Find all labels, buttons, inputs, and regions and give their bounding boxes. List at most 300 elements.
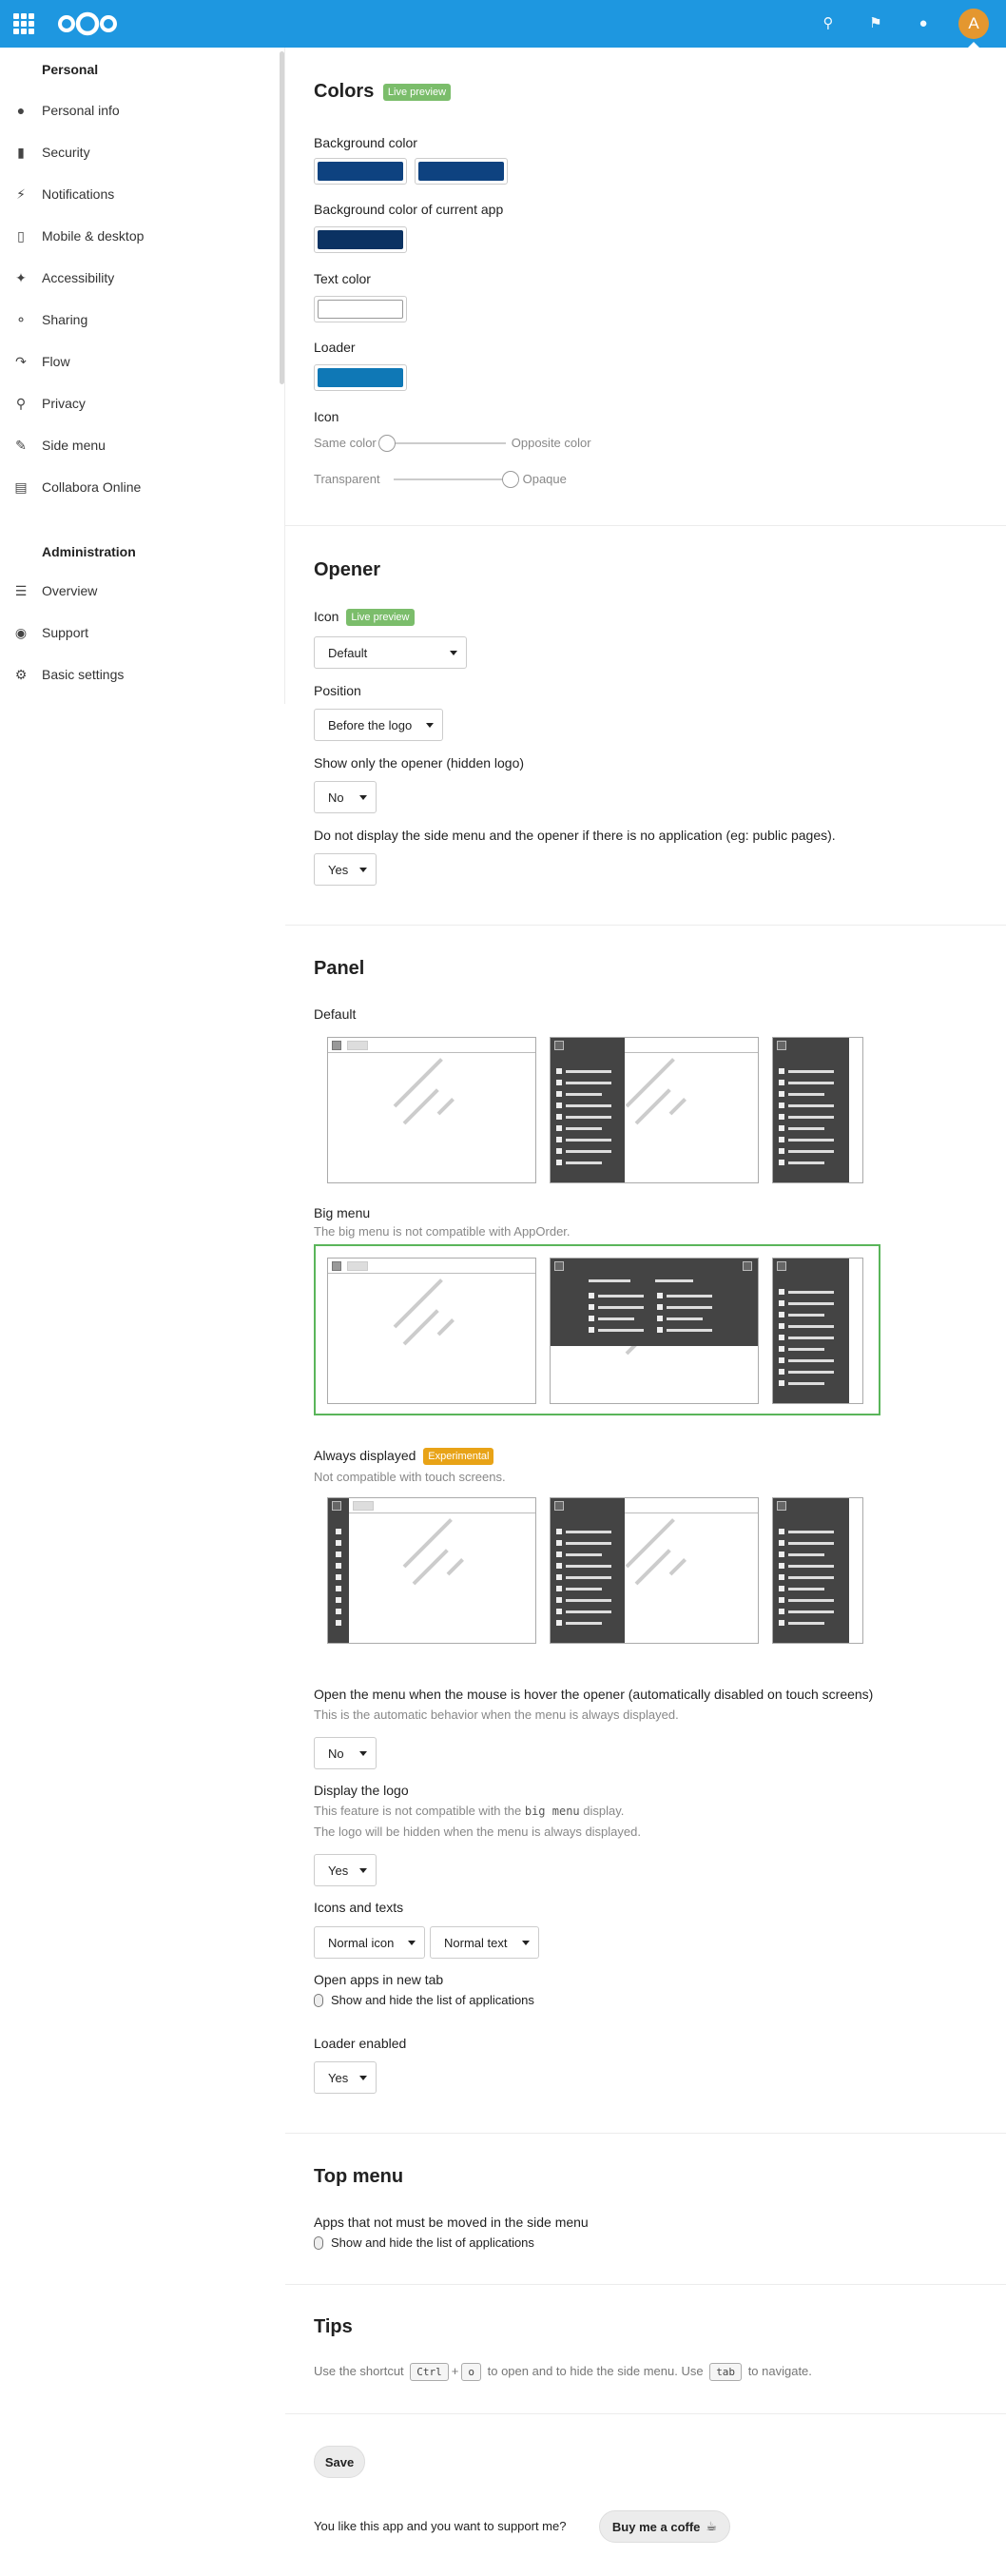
preview-list-line xyxy=(788,1161,824,1164)
opener-icon-label-text: Icon xyxy=(314,609,339,624)
preview-list-bullet xyxy=(556,1529,562,1534)
preview-list-line xyxy=(566,1588,602,1590)
preview-always-opened[interactable] xyxy=(550,1497,759,1644)
panel-title: Panel xyxy=(314,958,365,979)
preview-list-bullet xyxy=(556,1091,562,1097)
lock-icon: ▮ xyxy=(17,144,25,160)
preview-hatch xyxy=(437,1098,455,1115)
preview-big-narrow[interactable] xyxy=(772,1258,863,1404)
loader-color-swatch[interactable] xyxy=(314,364,407,391)
preview-list-bullet xyxy=(779,1160,784,1165)
show-only-opener-select[interactable] xyxy=(314,781,377,813)
top-menu-title: Top menu xyxy=(314,2166,404,2187)
preview-list-line xyxy=(566,1599,611,1602)
preview-list-bullet xyxy=(779,1369,784,1375)
preview-list-line xyxy=(566,1610,611,1613)
preview-list-bullet xyxy=(779,1574,784,1580)
preview-list-bullet xyxy=(589,1304,594,1310)
preview-list-line xyxy=(788,1553,824,1556)
preview-list-bullet xyxy=(779,1346,784,1352)
preview-opener-box xyxy=(777,1501,786,1511)
sidebar-item-side-menu[interactable] xyxy=(0,426,276,464)
preview-list-bullet xyxy=(336,1529,341,1534)
phone-icon: ▯ xyxy=(17,227,25,244)
personal-heading: Personal xyxy=(42,62,99,77)
preview-list-line xyxy=(788,1325,834,1328)
sidebar-item-security[interactable] xyxy=(0,133,276,171)
no-display-select[interactable] xyxy=(314,853,377,886)
buy-coffee-button[interactable] xyxy=(599,2510,730,2543)
sidebar-item-label: Basic settings xyxy=(42,667,125,682)
current-app-color-label: Background color of current app xyxy=(314,202,504,217)
preview-list-line xyxy=(788,1599,834,1602)
preview-list-line xyxy=(788,1359,834,1362)
icon-size-select[interactable] xyxy=(314,1926,425,1959)
top-menu-apps-toggle[interactable] xyxy=(314,2235,534,2250)
preview-list-bullet xyxy=(779,1148,784,1154)
sidebar-item-label: Side menu xyxy=(42,438,106,453)
preview-list-line xyxy=(788,1348,824,1351)
preview-list-bullet xyxy=(336,1540,341,1546)
text-size-select[interactable] xyxy=(430,1926,539,1959)
preview-narrow[interactable] xyxy=(772,1037,863,1183)
sidebar-item-label: Sharing xyxy=(42,312,88,327)
preview-list-bullet xyxy=(336,1574,341,1580)
preview-list-bullet xyxy=(779,1335,784,1340)
chevron-down-icon xyxy=(359,795,367,800)
preview-list-bullet xyxy=(779,1563,784,1569)
hover-value: No xyxy=(328,1746,344,1761)
preview-list-line xyxy=(566,1127,602,1130)
preview-list-bullet xyxy=(556,1103,562,1108)
preview-list-line xyxy=(788,1531,834,1533)
preview-opener-box xyxy=(554,1501,564,1511)
preview-hatch xyxy=(626,1518,675,1568)
no-display-value: Yes xyxy=(328,862,349,877)
preview-list-line xyxy=(566,1082,611,1084)
coffee-icon: ☕ xyxy=(706,2519,718,2533)
preview-list-line xyxy=(566,1553,602,1556)
sidebar-item-collabora-online[interactable] xyxy=(0,468,276,506)
opener-title: Opener xyxy=(314,559,381,580)
preview-list-bullet xyxy=(556,1148,562,1154)
top-header xyxy=(0,0,1006,48)
preview-list-bullet xyxy=(556,1609,562,1614)
preview-list-bullet xyxy=(556,1586,562,1591)
preview-list-line xyxy=(598,1295,644,1298)
preview-list-bullet xyxy=(779,1597,784,1603)
preview-list-line xyxy=(788,1302,834,1305)
preview-list-bullet xyxy=(779,1080,784,1085)
preview-list-line xyxy=(788,1542,834,1545)
save-button[interactable]: Save xyxy=(314,2446,365,2478)
display-logo-label: Display the logo xyxy=(314,1783,409,1798)
text-color-label: Text color xyxy=(314,271,371,286)
plus-sign: + xyxy=(451,2364,459,2378)
chevron-down-icon xyxy=(426,723,434,728)
preview-list-bullet xyxy=(336,1597,341,1603)
preview-list-bullet xyxy=(556,1540,562,1546)
hover-note: This is the automatic behavior when the menu is always displayed. xyxy=(314,1708,679,1722)
top-menu-apps-label: Apps that not must be moved in the side menu xyxy=(314,2215,589,2230)
position-select[interactable] xyxy=(314,709,443,741)
preview-big-opened[interactable] xyxy=(550,1258,759,1404)
opener-icon-select[interactable] xyxy=(314,636,467,669)
preview-list-bullet xyxy=(657,1304,663,1310)
preview-big-panel xyxy=(551,1259,759,1346)
preview-list-bullet xyxy=(779,1540,784,1546)
sidebar-scrollbar[interactable] xyxy=(280,51,284,384)
experimental-badge: Experimental xyxy=(423,1448,493,1465)
tips-text-part: Use the shortcut xyxy=(314,2364,404,2378)
logo-note-text: This feature is not compatible with the xyxy=(314,1804,522,1818)
preview-always-narrow[interactable] xyxy=(772,1497,863,1644)
chevron-down-icon xyxy=(408,1941,416,1945)
key-icon: ⚲ xyxy=(15,395,27,411)
always-displayed-note: Not compatible with touch screens. xyxy=(314,1470,506,1484)
preview-always-collapsed[interactable] xyxy=(327,1497,536,1644)
preview-list-line xyxy=(788,1565,834,1568)
logo-note-text: display. xyxy=(583,1804,625,1818)
show-only-opener-value: No xyxy=(328,790,344,805)
preview-opener-box xyxy=(332,1261,341,1271)
preview-list-bullet xyxy=(336,1586,341,1591)
icon-color-slider[interactable] xyxy=(382,442,506,444)
mouse-icon xyxy=(314,2236,323,2250)
preview-list-line xyxy=(788,1610,834,1613)
text-color-swatch[interactable] xyxy=(314,296,407,322)
preview-list-line xyxy=(566,1150,611,1153)
tips-text xyxy=(314,2363,812,2381)
preview-list-line xyxy=(566,1104,611,1107)
preview-list-bullet xyxy=(779,1125,784,1131)
preview-opener-box xyxy=(554,1041,564,1050)
preview-list-bullet xyxy=(779,1357,784,1363)
loader-enabled-select[interactable] xyxy=(314,2061,377,2094)
nextcloud-logo[interactable] xyxy=(57,11,118,36)
preview-list-bullet xyxy=(779,1323,784,1329)
sidebar-item-notifications[interactable] xyxy=(0,175,276,213)
app-menu-icon[interactable] xyxy=(13,13,34,34)
current-app-color-swatch[interactable] xyxy=(314,226,407,253)
preview-list-bullet xyxy=(556,1574,562,1580)
chevron-down-icon xyxy=(359,868,367,872)
preview-list-bullet xyxy=(779,1609,784,1614)
preview-hatch xyxy=(447,1558,464,1575)
sidebar-item-support[interactable] xyxy=(0,614,276,652)
big-menu-note: The big menu is not compatible with AppOrder. xyxy=(314,1224,571,1239)
preview-list-bullet xyxy=(589,1293,594,1298)
display-logo-note xyxy=(314,1804,624,1818)
sidebar-item-privacy[interactable] xyxy=(0,384,276,422)
sidebar-item-flow[interactable] xyxy=(0,342,276,381)
preview-list-line xyxy=(788,1139,834,1142)
preview-list-line xyxy=(598,1317,634,1320)
top-menu-apps-toggle-text: Show and hide the list of applications xyxy=(331,2235,534,2250)
sidebar-item-accessibility[interactable] xyxy=(0,259,276,297)
preview-list-bullet xyxy=(556,1137,562,1142)
bolt-icon: ⚡ xyxy=(16,185,26,202)
loader-color-label: Loader xyxy=(314,340,356,355)
slider-thumb[interactable] xyxy=(378,435,396,452)
preview-list-line xyxy=(788,1291,834,1294)
support-text: You like this app and you want to support me? xyxy=(314,2519,567,2533)
show-only-opener-label: Show only the opener (hidden logo) xyxy=(314,755,525,771)
same-color-label: Same color xyxy=(314,436,377,450)
preview-opener-box xyxy=(554,1261,564,1271)
divider xyxy=(285,2284,1006,2285)
preview-list-line xyxy=(566,1565,611,1568)
sidebar-item-label: Security xyxy=(42,145,90,160)
preview-tab xyxy=(353,1501,374,1511)
preview-list-line xyxy=(667,1317,703,1320)
share-icon: ⚬ xyxy=(15,311,27,327)
preview-list-bullet xyxy=(779,1551,784,1557)
preview-list-bullet xyxy=(336,1609,341,1614)
tips-text-part: to navigate. xyxy=(747,2364,812,2378)
icon-opacity-slider[interactable] xyxy=(394,478,517,480)
preview-list-bullet xyxy=(556,1551,562,1557)
preview-list-bullet xyxy=(779,1289,784,1295)
no-display-label: Do not display the side menu and the opener if there is no application (eg: public pages). xyxy=(314,828,836,843)
preview-list-line xyxy=(788,1622,824,1625)
mouse-icon xyxy=(314,1994,323,2007)
preview-list-bullet xyxy=(589,1316,594,1321)
settings-sidebar xyxy=(0,48,285,704)
sidebar-item-label: Personal info xyxy=(42,103,120,118)
preview-list-line xyxy=(566,1116,611,1119)
live-preview-badge: Live preview xyxy=(346,609,414,626)
sidebar-item-sharing[interactable] xyxy=(0,301,276,339)
preview-list-bullet xyxy=(336,1563,341,1569)
preview-list-bullet xyxy=(779,1137,784,1142)
live-preview-badge: Live preview xyxy=(383,84,451,101)
preview-heading xyxy=(655,1279,693,1282)
preview-list-line xyxy=(598,1306,644,1309)
colors-title xyxy=(314,81,451,103)
preview-list-bullet xyxy=(556,1563,562,1569)
preview-hatch xyxy=(669,1098,687,1115)
menu-caret xyxy=(967,42,980,49)
divider xyxy=(285,2413,1006,2414)
display-logo-value: Yes xyxy=(328,1863,349,1878)
new-tab-toggle[interactable] xyxy=(314,1993,534,2007)
preview-tab xyxy=(347,1041,368,1050)
sidebar-item-label: Flow xyxy=(42,354,70,369)
logo-note-code: big menu xyxy=(524,1805,580,1818)
opaque-label: Opaque xyxy=(522,472,567,486)
tips-text-part: to open and to hide the side menu. Use xyxy=(487,2364,704,2378)
search-icon[interactable]: ⚲ xyxy=(822,15,834,31)
ctrl-key: Ctrl xyxy=(410,2363,449,2381)
user-icon: ● xyxy=(16,103,26,118)
preview-hatch xyxy=(437,1318,455,1336)
preview-list-bullet xyxy=(556,1068,562,1074)
preview-list-line xyxy=(788,1127,824,1130)
chat-icon: ◉ xyxy=(14,624,28,640)
preview-list-line xyxy=(566,1622,602,1625)
display-logo-note-2: The logo will be hidden when the menu is always displayed. xyxy=(314,1825,641,1839)
icon-color-slider-row xyxy=(314,436,591,450)
buy-coffee-label: Buy me a coffe xyxy=(611,2519,701,2534)
chevron-down-icon xyxy=(450,651,457,655)
preview-opener-box xyxy=(777,1041,786,1050)
list-icon: ☰ xyxy=(14,582,28,598)
icon-label: Icon xyxy=(314,409,339,424)
preview-list-bullet xyxy=(779,1380,784,1386)
loader-enabled-value: Yes xyxy=(328,2070,349,2085)
preview-list-line xyxy=(566,1161,602,1164)
background-color-label: Background color xyxy=(314,135,417,150)
sidebar-item-label: Overview xyxy=(42,583,98,598)
preview-tab xyxy=(347,1261,368,1271)
o-key: o xyxy=(461,2363,481,2381)
preview-list-bullet xyxy=(657,1316,663,1321)
preview-list-bullet xyxy=(589,1327,594,1333)
preview-list-line xyxy=(788,1382,824,1385)
background-color-swatch-1[interactable] xyxy=(314,158,407,185)
sidebar-item-personal-info[interactable] xyxy=(0,91,276,129)
accessibility-icon: ✦ xyxy=(15,269,27,285)
chevron-down-icon xyxy=(359,1868,367,1873)
hover-label: Open the menu when the mouse is hover the opener (automatically disabled on touch screens) xyxy=(314,1687,874,1702)
tab-key: tab xyxy=(709,2363,742,2381)
slider-thumb[interactable] xyxy=(502,471,519,488)
preview-list-line xyxy=(566,1531,611,1533)
sidebar-item-mobile-desktop[interactable] xyxy=(0,217,276,255)
preview-list-bullet xyxy=(779,1103,784,1108)
opener-icon-value: Default xyxy=(328,645,368,660)
preview-list-line xyxy=(788,1337,834,1339)
hover-select[interactable] xyxy=(314,1737,377,1769)
preview-big-closed[interactable] xyxy=(327,1258,536,1404)
preview-list-line xyxy=(566,1093,602,1096)
preview-hatch xyxy=(403,1518,453,1568)
chevron-down-icon xyxy=(359,1751,367,1756)
panel-default-label: Default xyxy=(314,1006,357,1022)
preview-list-line xyxy=(788,1314,824,1317)
preview-list-bullet xyxy=(779,1529,784,1534)
preview-opener-box xyxy=(332,1501,341,1511)
sidebar-item-basic-settings[interactable] xyxy=(0,655,276,693)
sidebar-item-label: Privacy xyxy=(42,396,86,411)
preview-list-bullet xyxy=(779,1620,784,1626)
preview-list-line xyxy=(788,1093,824,1096)
preview-list-bullet xyxy=(657,1293,663,1298)
preview-list-bullet xyxy=(556,1125,562,1131)
opener-icon-label xyxy=(314,609,415,626)
position-label: Position xyxy=(314,683,361,698)
transparent-label: Transparent xyxy=(314,472,380,486)
flow-icon: ↷ xyxy=(15,353,27,369)
chevron-down-icon xyxy=(359,2076,367,2080)
preview-hatch xyxy=(394,1278,443,1328)
new-tab-toggle-text: Show and hide the list of applications xyxy=(331,1993,534,2007)
preview-list-line xyxy=(566,1070,611,1073)
chevron-down-icon xyxy=(522,1941,530,1945)
icon-opacity-slider-row xyxy=(314,472,567,486)
preview-list-bullet xyxy=(556,1160,562,1165)
preview-hatch xyxy=(669,1558,687,1575)
preview-list-line xyxy=(667,1295,712,1298)
preview-list-line xyxy=(788,1082,834,1084)
preview-list-bullet xyxy=(779,1068,784,1074)
preview-list-bullet xyxy=(779,1300,784,1306)
preview-hatch xyxy=(626,1058,675,1107)
preview-list-bullet xyxy=(779,1586,784,1591)
preview-opened[interactable] xyxy=(550,1037,759,1183)
preview-opener-box xyxy=(777,1261,786,1271)
avatar[interactable]: A xyxy=(958,9,989,39)
big-menu-label: Big menu xyxy=(314,1205,371,1220)
sidebar-item-label: Collabora Online xyxy=(42,479,142,495)
preview-list-bullet xyxy=(779,1091,784,1097)
gear-icon: ⚙ xyxy=(14,666,28,682)
preview-heading xyxy=(589,1279,630,1282)
colors-title-text: Colors xyxy=(314,81,375,102)
preview-list-bullet xyxy=(556,1080,562,1085)
sidebar-item-label: Mobile & desktop xyxy=(42,228,145,244)
sidebar-item-label: Accessibility xyxy=(42,270,115,285)
preview-list-line xyxy=(788,1116,834,1119)
preview-list-bullet xyxy=(336,1620,341,1626)
preview-list-line xyxy=(566,1576,611,1579)
contacts-icon[interactable]: ● xyxy=(919,15,928,31)
preview-list-line xyxy=(788,1371,834,1374)
preview-list-line xyxy=(598,1329,644,1332)
preview-list-bullet xyxy=(556,1620,562,1626)
preview-closed[interactable] xyxy=(327,1037,536,1183)
new-tab-label: Open apps in new tab xyxy=(314,1972,444,1987)
preview-list-bullet xyxy=(556,1114,562,1120)
icons-texts-label: Icons and texts xyxy=(314,1900,404,1915)
preview-hatch xyxy=(394,1058,443,1107)
text-size-value: Normal text xyxy=(444,1935,508,1950)
preview-list-bullet xyxy=(779,1114,784,1120)
icon-size-value: Normal icon xyxy=(328,1935,395,1950)
preview-list-line xyxy=(788,1576,834,1579)
display-logo-select[interactable] xyxy=(314,1854,377,1886)
divider xyxy=(285,525,1006,526)
preview-close-box xyxy=(743,1261,752,1271)
preview-list-line xyxy=(788,1070,834,1073)
always-displayed-label xyxy=(314,1448,493,1465)
preview-list-line xyxy=(788,1150,834,1153)
preview-opener-box xyxy=(332,1041,341,1050)
sidebar-item-overview[interactable] xyxy=(0,572,276,610)
notifications-icon[interactable]: ⚑ xyxy=(869,15,882,31)
preview-list-bullet xyxy=(657,1327,663,1333)
opposite-color-label: Opposite color xyxy=(511,436,591,450)
background-color-swatch-2[interactable] xyxy=(415,158,508,185)
preview-list-bullet xyxy=(336,1551,341,1557)
brush-icon: ✎ xyxy=(15,437,27,453)
preview-list-line xyxy=(566,1542,611,1545)
sidebar-item-label: Notifications xyxy=(42,186,115,202)
document-icon: ▤ xyxy=(14,478,28,495)
preview-list-line xyxy=(667,1306,712,1309)
administration-heading: Administration xyxy=(42,544,136,559)
divider xyxy=(285,925,1006,926)
preview-list-bullet xyxy=(779,1312,784,1317)
sidebar-item-label: Support xyxy=(42,625,89,640)
preview-list-line xyxy=(566,1139,611,1142)
tips-title: Tips xyxy=(314,2316,353,2337)
preview-list-bullet xyxy=(556,1597,562,1603)
position-value: Before the logo xyxy=(328,717,413,732)
divider xyxy=(285,2133,1006,2134)
loader-enabled-label: Loader enabled xyxy=(314,2036,407,2051)
